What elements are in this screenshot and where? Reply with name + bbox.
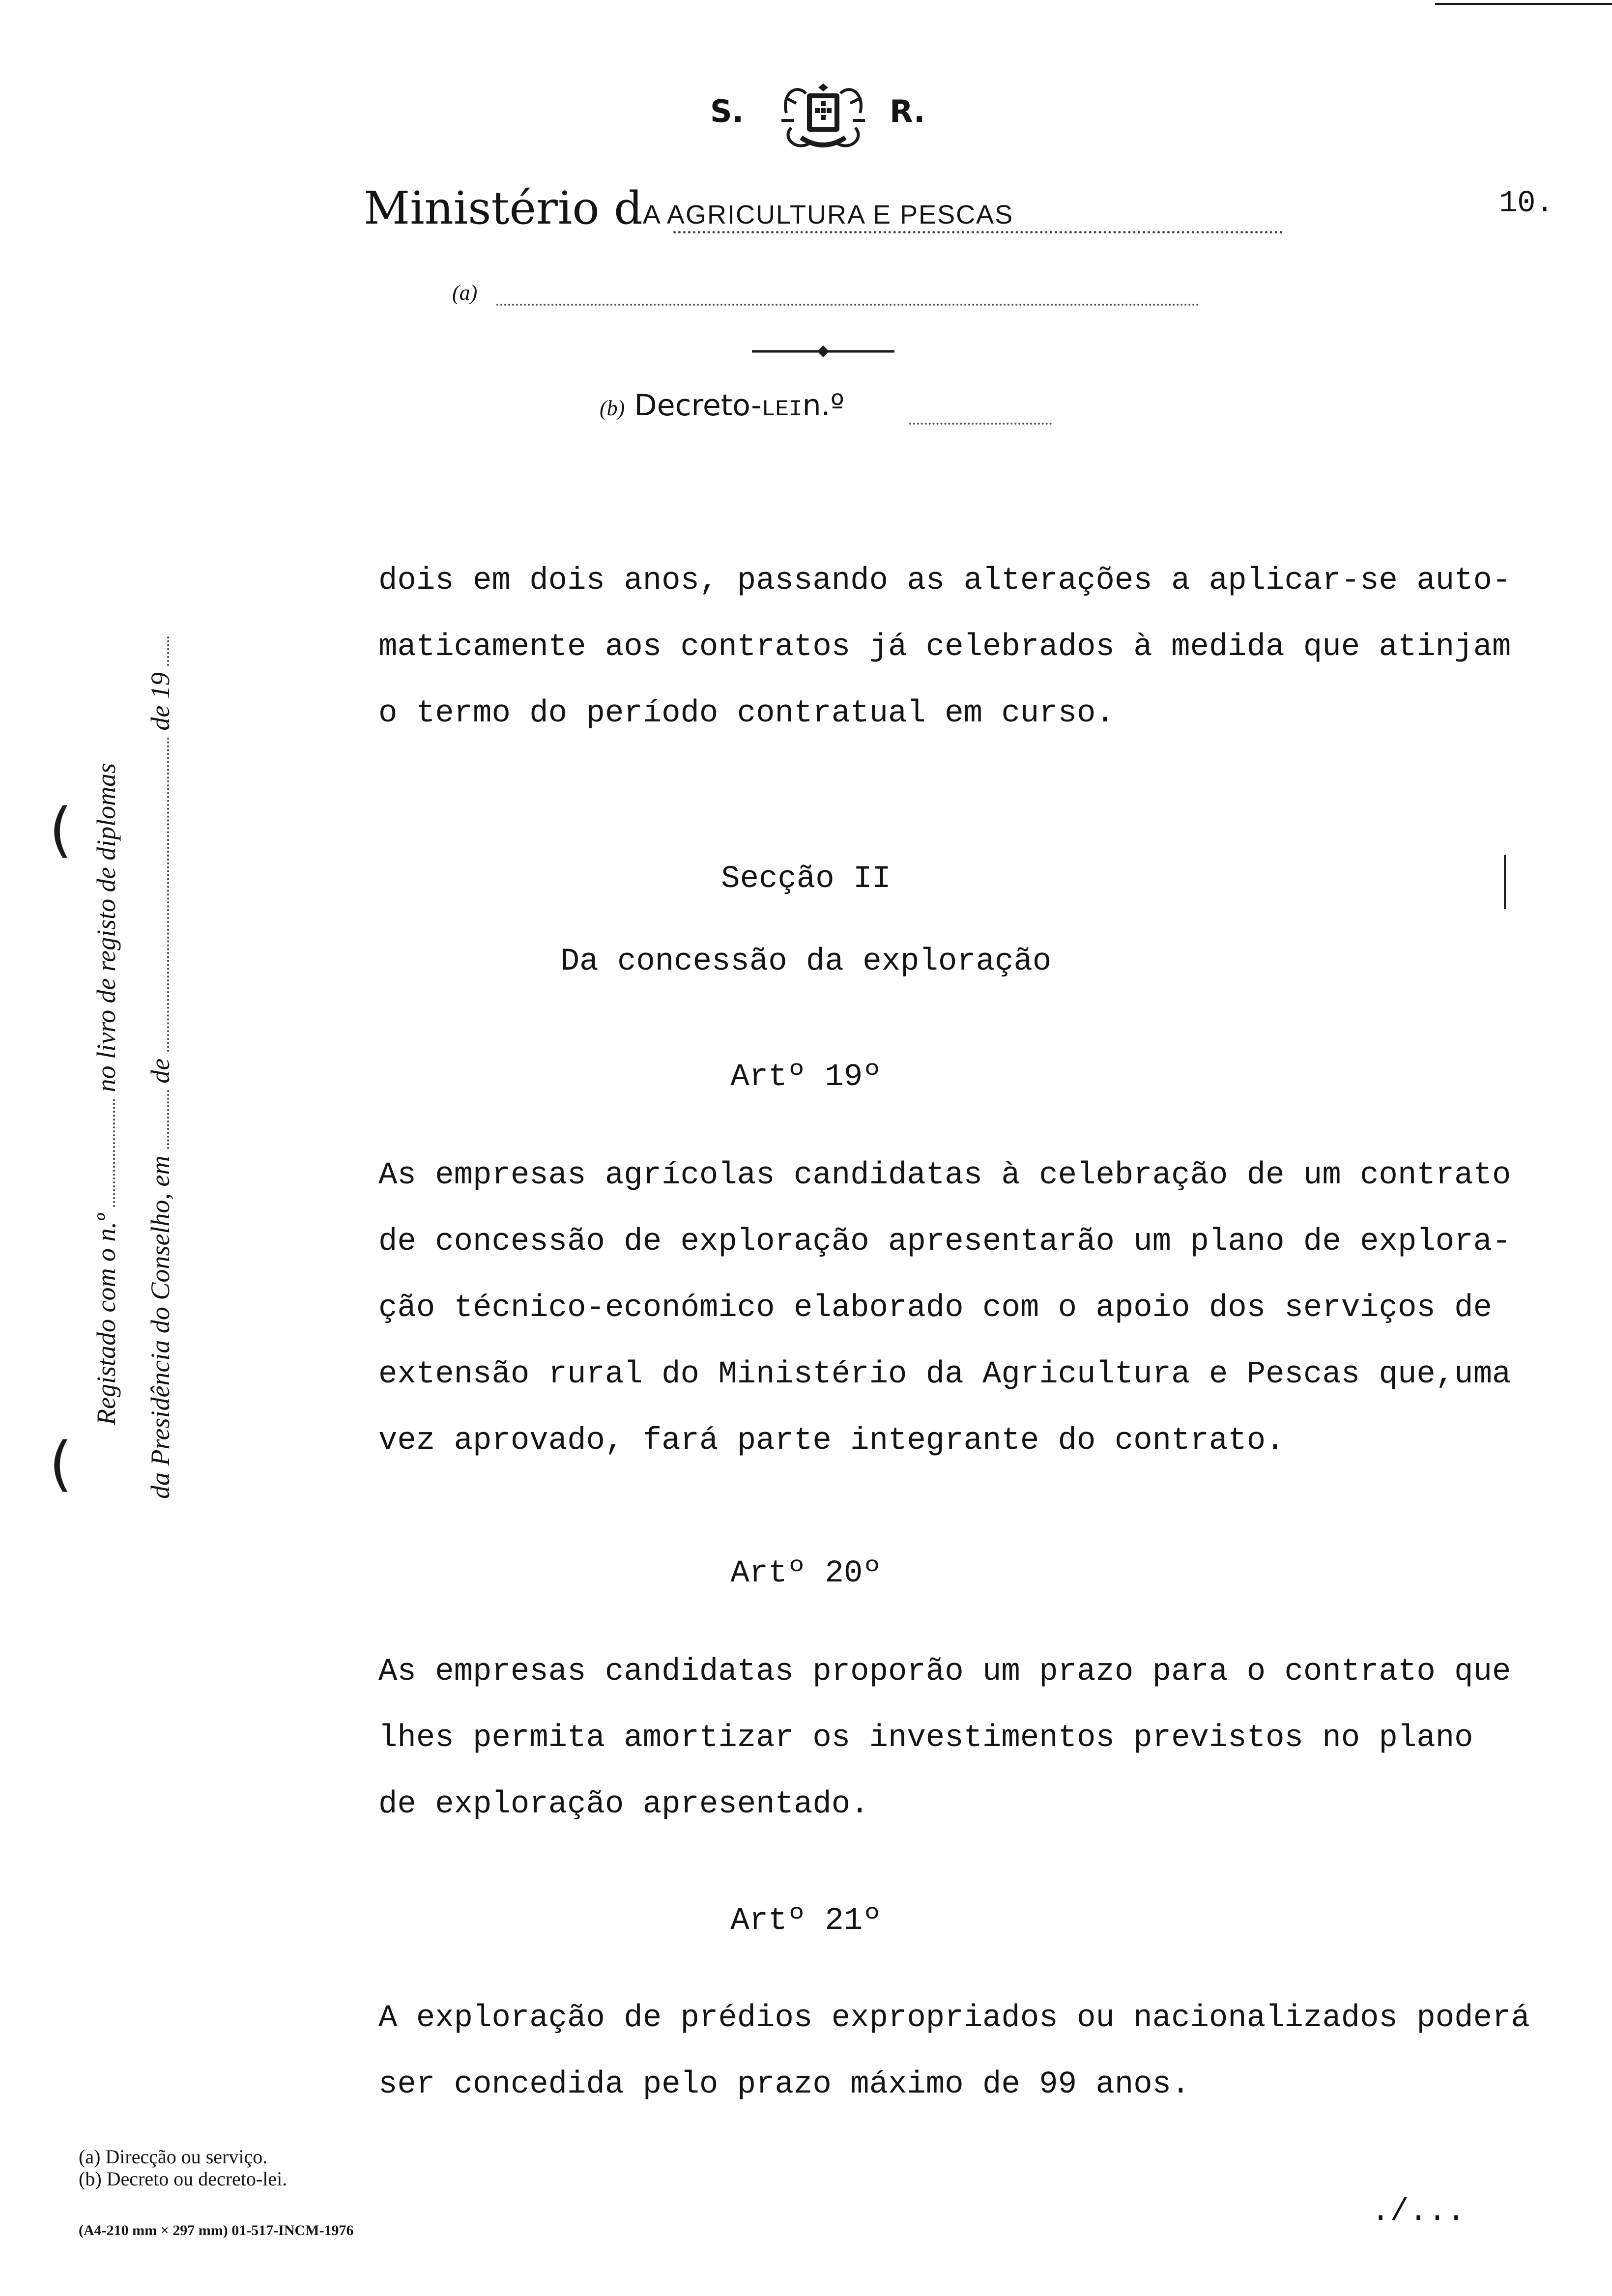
margin-number-dots [94, 1099, 115, 1207]
header-letter-r: R. [890, 93, 925, 129]
header-letter-s: S. [710, 93, 744, 129]
ministry-prefix: Ministério d [364, 182, 643, 234]
ministry-title [364, 182, 1013, 234]
article-21-line: A exploração de prédios expropriados ou nacionalizados poderá [378, 2001, 1530, 2036]
intro-line: maticamente aos contratos já celebrados à medida que atinjam [378, 630, 1511, 665]
article-19-line: ção técnico-económico elaborado com o apoio dos serviços de [378, 1291, 1492, 1326]
article-19-line: vez aprovado, fará parte integrante do contrato. [378, 1423, 1285, 1459]
divider-diamond-icon [752, 342, 894, 361]
article-19-line: As empresas agrícolas candidatas à celebração de um contrato [378, 1158, 1511, 1193]
top-edge-rule [1435, 3, 1612, 5]
field-a-label: (a) [452, 281, 478, 305]
footnote-a: (a) Direcção ou serviço. [79, 2146, 268, 2168]
article-21-heading: Artº 21º [730, 1903, 882, 1939]
intro-line: dois em dois anos, passando as alterações a aplicar-se auto- [378, 563, 1511, 599]
page-number: 10. [1499, 186, 1554, 221]
margin-vertical-mark [1504, 855, 1506, 909]
article-20-line: lhes permita amortizar os investimentos previstos no plano [378, 1721, 1473, 1756]
margin-year-dots [148, 636, 169, 666]
margin-presidency-label: da Presidência do Conselho, em [145, 1155, 175, 1499]
margin-book-label: no livro de registo de diplomas [91, 763, 121, 1092]
field-b-label: (b) [600, 396, 625, 420]
margin-bracket-bottom: ( [49, 1430, 72, 1498]
margin-of-label: de [145, 1058, 175, 1084]
decreto-lei-typed: LEI [761, 397, 803, 422]
section-title: Secção II [721, 861, 891, 897]
margin-registered-label: Registado com o n.º [91, 1213, 121, 1425]
footnote-b: (b) Decreto ou decreto-lei. [79, 2168, 288, 2190]
article-20-line: de exploração apresentado. [378, 1787, 869, 1822]
margin-bracket-top: ( [49, 796, 72, 864]
coat-of-arms-emblem-icon [777, 74, 870, 157]
field-a-dotted-line [496, 304, 1199, 306]
ministry-name: A AGRICULTURA E PESCAS [642, 200, 1014, 230]
decreto-dotted-line [909, 423, 1052, 425]
decreto-number-label: n.º [802, 388, 844, 423]
section-subtitle: Da concessão da exploração [560, 944, 1052, 979]
margin-day-dots [148, 1090, 169, 1149]
decreto-line [600, 388, 844, 423]
margin-year-label: de 19 [145, 672, 175, 731]
article-20-line: As empresas candidatas proporão um prazo para o contrato que [378, 1654, 1511, 1690]
margin-registry-line-1 [91, 763, 121, 1425]
article-19-line: de concessão de exploração apresentarão um plano de explora- [378, 1224, 1511, 1260]
continuation-mark: ./... [1371, 2194, 1466, 2230]
article-19-line: extensão rural do Ministério da Agricultura e Pescas que,uma [378, 1357, 1511, 1392]
article-20-heading: Artº 20º [730, 1556, 882, 1591]
form-code: (A4-210 mm × 297 mm) 01-517-INCM-1976 [79, 2222, 354, 2239]
intro-line: o termo do período contratual em curso. [378, 696, 1115, 731]
article-21-line: ser concedida pelo prazo máximo de 99 anos. [378, 2067, 1190, 2102]
decreto-label: Decreto- [634, 388, 762, 423]
article-19-heading: Artº 19º [730, 1060, 882, 1095]
ministry-dotted-line [673, 231, 1283, 233]
